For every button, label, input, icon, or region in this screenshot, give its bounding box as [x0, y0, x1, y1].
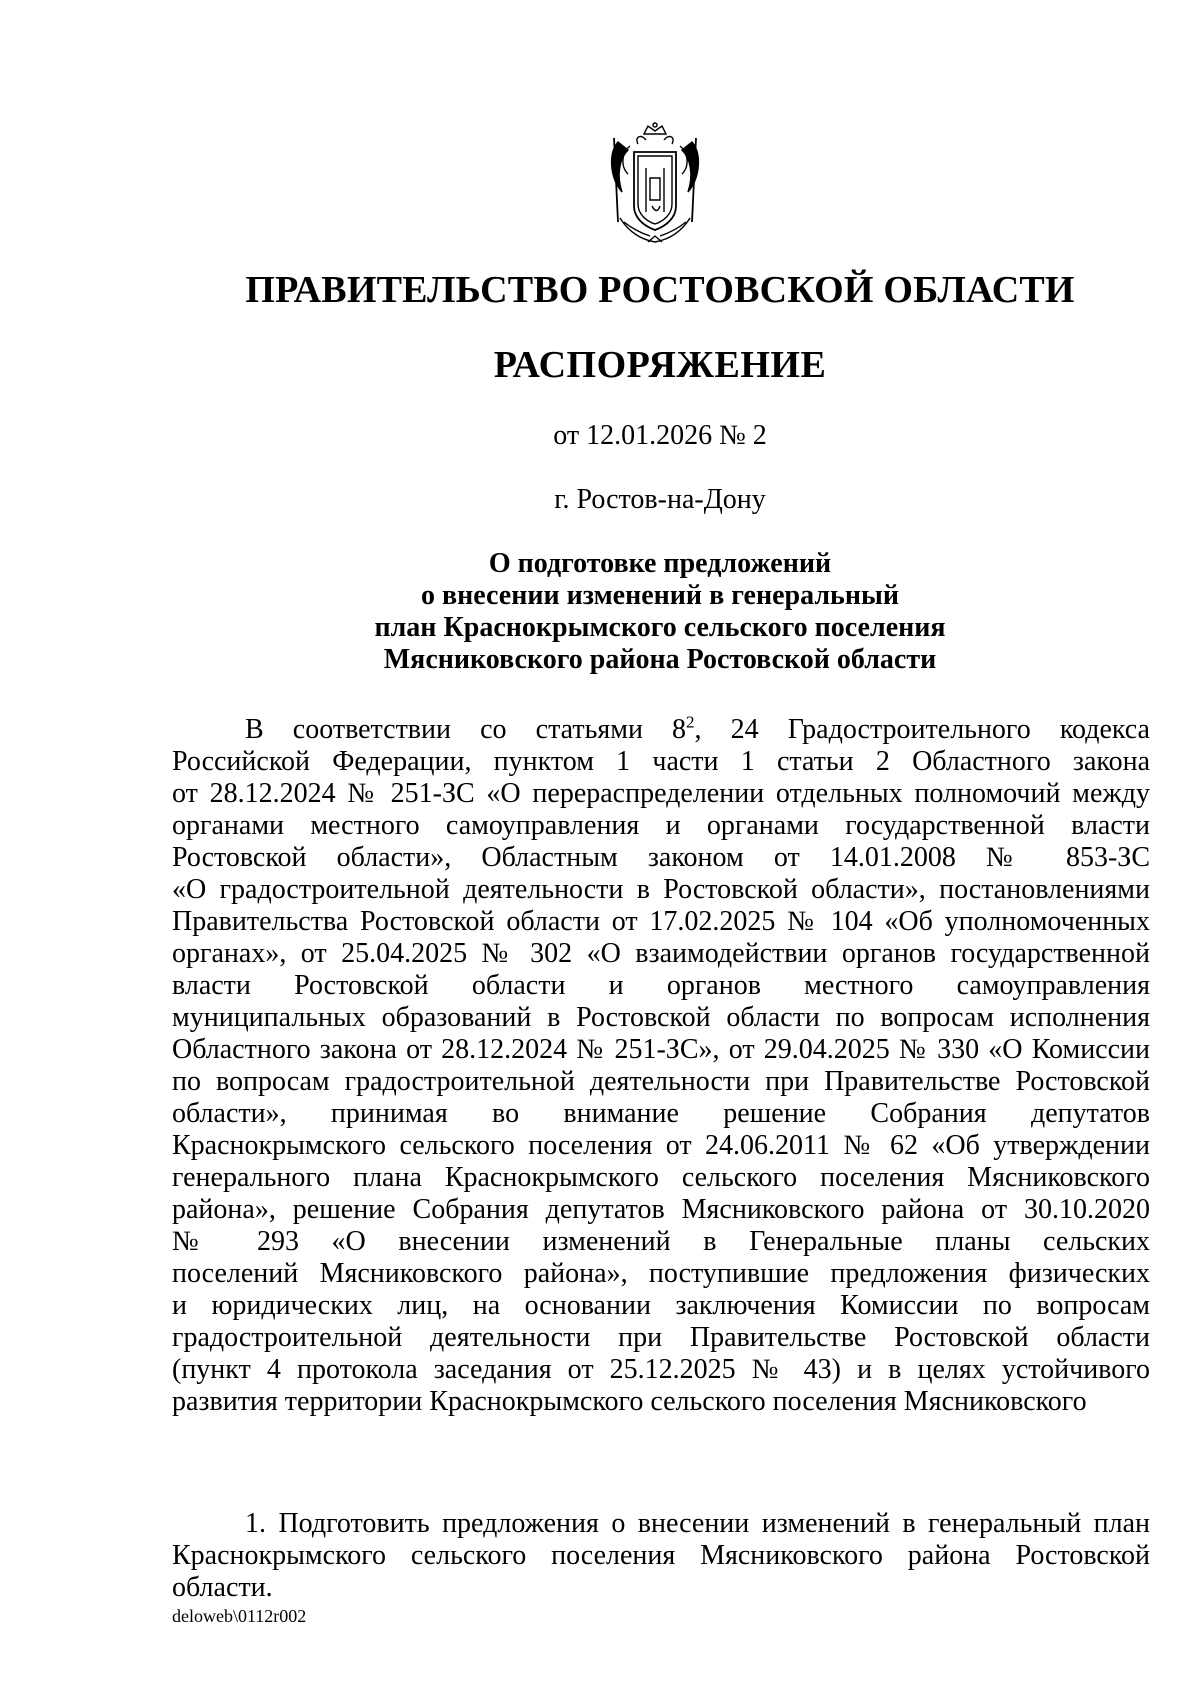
paragraph-line: Российской Федерации, пунктом 1 части 1 статьи 2 Областного закона [172, 746, 1150, 777]
paragraph-line: и юридических лиц, на основании заключения Комиссии по вопросам [172, 1290, 1150, 1321]
paragraph-line: Правительства Ростовской области от 17.02.2025 № 104 «Об уполномоченных [172, 906, 1150, 937]
paragraph-line: градостроительной деятельности при Правительстве Ростовской области [172, 1322, 1150, 1353]
document-city: г. Ростов-на-Дону [554, 484, 766, 515]
paragraph-line: «О градостроительной деятельности в Ростовской области», постановлениями [172, 874, 1150, 905]
paragraph-line: органами местного самоуправления и органами государственной власти [172, 810, 1150, 841]
subject-line: план Краснокрымского сельского поселения [374, 612, 946, 643]
paragraph-line: (пункт 4 протокола заседания от 25.12.2025 № 43) и в целях устойчивого [172, 1354, 1150, 1385]
paragraph-line: от 28.12.2024 № 251-ЗС «О перераспределении отдельных полномочий между [172, 778, 1150, 809]
paragraph-line: района», решение Собрания депутатов Мясниковского района от 30.10.2020 [172, 1194, 1150, 1225]
subject-line: о внесении изменений в генеральный [421, 580, 899, 611]
subject-line: О подготовке предложений [488, 548, 832, 579]
paragraph-line: 1. Подготовить предложения о внесении изменений в генеральный план [245, 1508, 1150, 1539]
paragraph-line: по вопросам градостроительной деятельности при Правительстве Ростовской [172, 1066, 1150, 1097]
paragraph-line: № 293 «О внесении изменений в Генеральные планы сельских [172, 1226, 1150, 1257]
paragraph-line [172, 714, 1150, 746]
preamble-text: , 24 Градостроительного кодекса [694, 714, 1150, 745]
document-type: РАСПОРЯЖЕНИЕ [493, 344, 827, 386]
file-reference: deloweb\0112r002 [172, 1606, 307, 1626]
paragraph-line: Областного закона от 28.12.2024 № 251-ЗС», от 29.04.2025 № 330 «О Комиссии [172, 1034, 1150, 1065]
paragraph-line: области», принимая во внимание решение Собрания депутатов [172, 1098, 1150, 1129]
paragraph-line: поселений Мясниковского района», поступившие предложения физических [172, 1258, 1150, 1289]
organization-title: ПРАВИТЕЛЬСТВО РОСТОВСКОЙ ОБЛАСТИ [245, 269, 1075, 311]
superscript: 2 [686, 712, 695, 732]
document-date-number: от 12.01.2026 № 2 [553, 420, 767, 451]
paragraph-line: области. [172, 1572, 273, 1603]
paragraph-line: власти Ростовской области и органов местного самоуправления [172, 970, 1150, 1001]
paragraph-line: развития территории Краснокрымского сельского поселения Мясниковского [172, 1386, 1087, 1417]
paragraph-line: Краснокрымского сельского поселения от 24.06.2011 № 62 «Об утверждении [172, 1130, 1150, 1161]
item-1-paragraph [172, 1508, 1150, 1604]
paragraph-line: генерального плана Краснокрымского сельского поселения Мясниковского [172, 1162, 1150, 1193]
paragraph-line: муниципальных образований в Ростовской области по вопросам исполнения [172, 1002, 1150, 1033]
paragraph-line: органах», от 25.04.2025 № 302 «О взаимодействии органов государственной [172, 938, 1150, 969]
subject-line: Мясниковского района Ростовской области [383, 644, 937, 675]
coat-of-arms-icon [600, 122, 710, 246]
preamble-paragraph [172, 714, 1150, 1418]
preamble-text: В соответствии со статьями 8 [245, 714, 687, 745]
paragraph-line: Краснокрымского сельского поселения Мясниковского района Ростовской [172, 1540, 1150, 1571]
paragraph-line: Ростовской области», Областным законом от 14.01.2008 № 853-ЗС [172, 842, 1150, 873]
document-subject [0, 548, 1200, 676]
